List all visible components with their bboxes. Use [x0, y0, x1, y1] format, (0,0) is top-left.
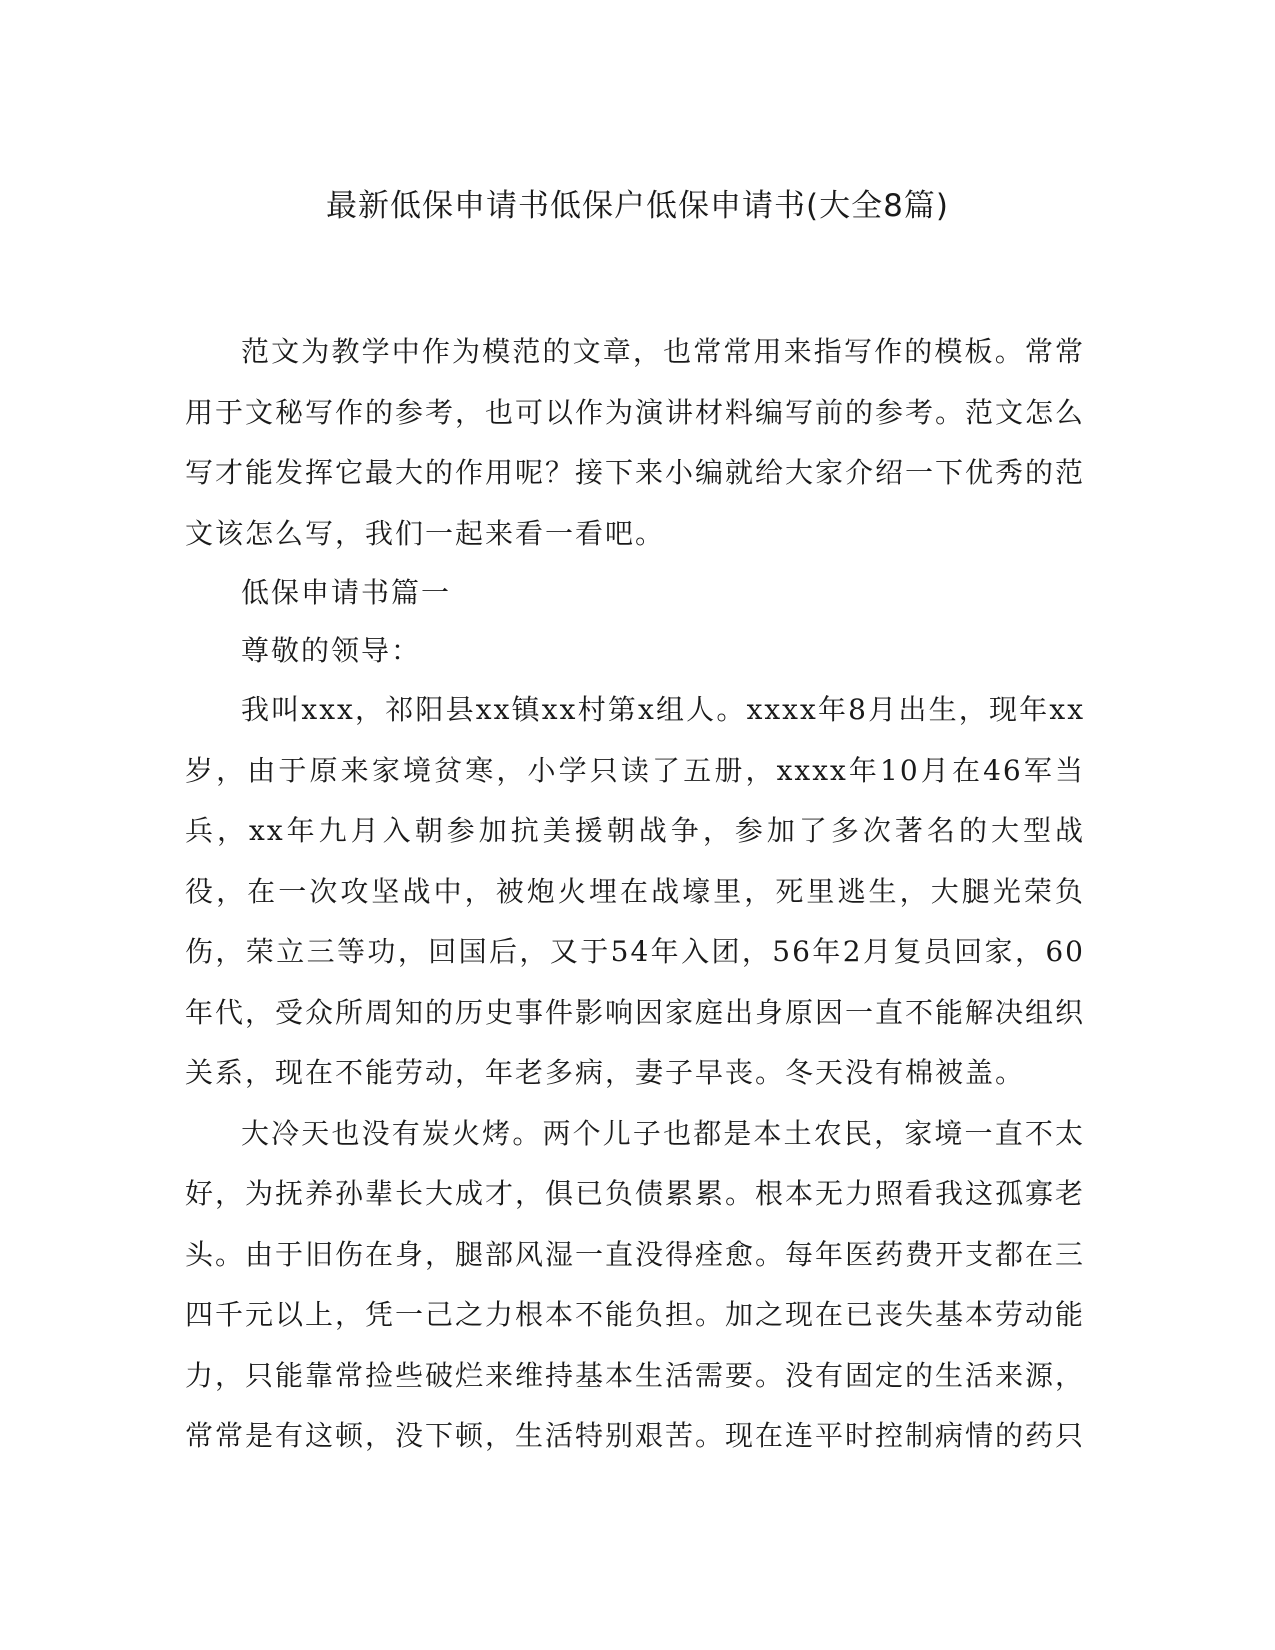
body-paragraph: 我叫xxx，祁阳县xx镇xx村第x组人。xxxx年8月出生，现年xx岁，由于原来家境贫寒，小学只读了五册，xxxx年10月在46军当兵，xx年九月入朝参加抗美援朝战争，参加了多次著名的大型战役，在一次攻坚战中，被炮火埋在战壕里，死里逃生，大腿光荣负伤，荣立三等功，回国后，又于54年入团，56年2月复员回家，60年代，受众所周知的历史事件影响因家庭出身原因一直不能解决组织关系，现在不能劳动，年老多病，妻子早丧。冬天没有棉被盖。 [185, 693, 1086, 1089]
intro-paragraph: 范文为教学中作为模范的文章，也常常用来指写作的模板。常常用于文秘写作的参考，也可以作为演讲材料编写前的参考。范文怎么写才能发挥它最大的作用呢？接下来小编就给大家介绍一下优秀的范文该怎么写，我们一起来看一看吧。 [185, 335, 1086, 550]
section-heading: 低保申请书篇一 [241, 576, 452, 609]
body-paragraph: 大冷天也没有炭火烤。两个儿子也都是本土农民，家境一直不太好，为抚养孙辈长大成才，俱已负债累累。根本无力照看我这孤寡老头。由于旧伤在身，腿部风湿一直没得痊愈。每年医药费开支都在三四千元以上，凭一己之力根本不能负担。加之现在已丧失基本劳动能力，只能靠常捡些破烂来维持基本生活需要。没有固定的生活来源，常常是有这顿，没下顿，生活特别艰苦。现在连平时控制病情的药只 [185, 1116, 1086, 1452]
document-title: 最新低保申请书低保户低保申请书(大全8篇) [326, 188, 949, 224]
document-body [185, 322, 1085, 1467]
salutation: 尊敬的领导： [241, 634, 422, 667]
